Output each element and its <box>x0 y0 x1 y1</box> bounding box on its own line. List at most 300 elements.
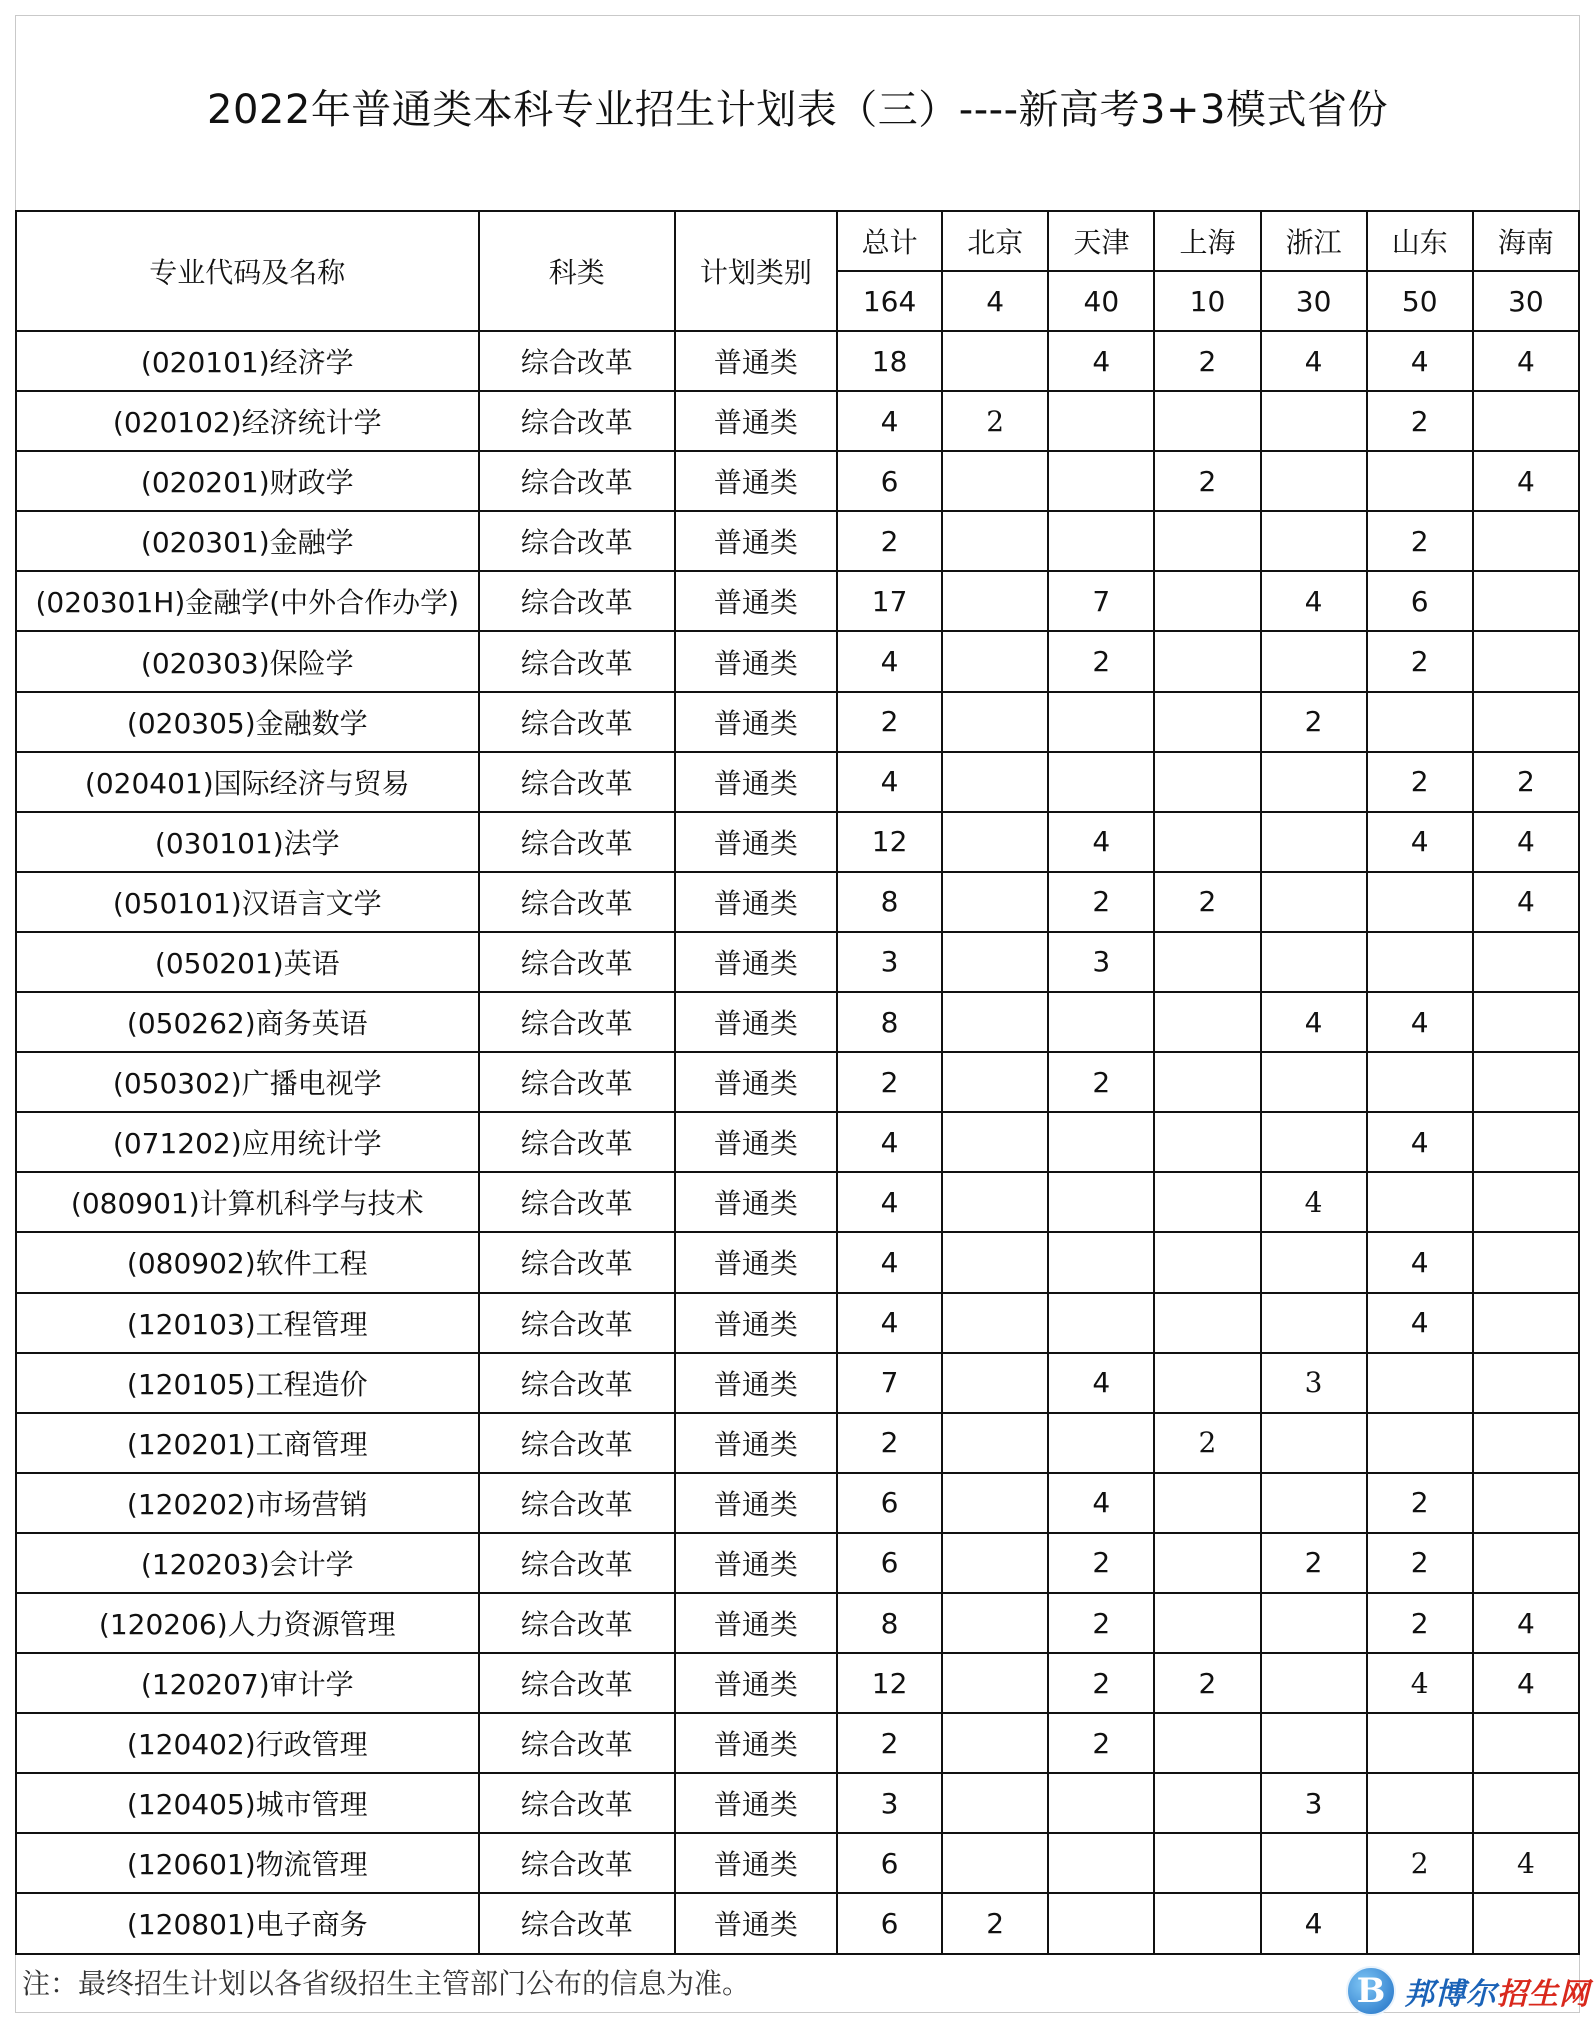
subject-cell: 综合改革 <box>479 1473 675 1533</box>
plan-type-cell: 普通类 <box>675 631 837 691</box>
major-cell: (020201)财政学 <box>16 451 479 511</box>
province-count-cell <box>1473 1473 1579 1533</box>
subject-cell: 综合改革 <box>479 451 675 511</box>
province-count-cell: 2 <box>1048 631 1154 691</box>
major-cell: (120801)电子商务 <box>16 1893 479 1953</box>
province-count-cell <box>1048 1112 1154 1172</box>
province-count-cell <box>1367 692 1473 752</box>
total-cell: 6 <box>837 1473 942 1533</box>
province-count-cell: 3 <box>1261 1353 1367 1413</box>
table-row <box>16 1713 1579 1773</box>
province-count-cell: 4 <box>1473 1653 1579 1713</box>
province-count-cell <box>942 1773 1048 1833</box>
subject-cell: 综合改革 <box>479 1773 675 1833</box>
province-count-cell: 4 <box>1367 1112 1473 1172</box>
province-count-cell <box>1473 631 1579 691</box>
province-count-cell <box>1154 631 1260 691</box>
province-count-cell: 4 <box>1473 872 1579 932</box>
province-count-cell <box>1154 1593 1260 1653</box>
province-count-cell: 2 <box>1367 752 1473 812</box>
logo-text-blue: 邦博尔 <box>1404 1977 1497 2012</box>
table-row <box>16 331 1579 391</box>
table-row <box>16 932 1579 992</box>
subject-cell: 综合改革 <box>479 391 675 451</box>
plan-type-cell: 普通类 <box>675 872 837 932</box>
subject-cell: 综合改革 <box>479 752 675 812</box>
major-cell: (120206)人力资源管理 <box>16 1593 479 1653</box>
major-cell: (120402)行政管理 <box>16 1713 479 1773</box>
table-row <box>16 1353 1579 1413</box>
province-count-cell: 2 <box>1048 1653 1154 1713</box>
total-cell: 2 <box>837 1052 942 1112</box>
total-cell: 4 <box>837 1172 942 1232</box>
province-count-cell: 2 <box>1261 1533 1367 1593</box>
province-count-cell: 2 <box>1154 1653 1260 1713</box>
province-count-cell: 4 <box>1261 1893 1367 1953</box>
total-cell: 3 <box>837 1773 942 1833</box>
province-count-cell <box>1048 1293 1154 1353</box>
header-province: 北京 <box>942 211 1048 271</box>
total-cell: 8 <box>837 872 942 932</box>
subject-cell: 综合改革 <box>479 1172 675 1232</box>
province-count-cell <box>1473 1172 1579 1232</box>
plan-type-cell: 普通类 <box>675 1533 837 1593</box>
plan-type-cell: 普通类 <box>675 812 837 872</box>
province-count-cell <box>942 631 1048 691</box>
total-cell: 2 <box>837 511 942 571</box>
major-cell: (050101)汉语言文学 <box>16 872 479 932</box>
logo-text-red: 招生网 <box>1497 1977 1590 2012</box>
province-count-cell: 2 <box>1367 1593 1473 1653</box>
plan-type-cell: 普通类 <box>675 1593 837 1653</box>
province-count-cell <box>1367 1353 1473 1413</box>
plan-type-cell: 普通类 <box>675 1172 837 1232</box>
province-count-cell <box>1154 1112 1260 1172</box>
province-count-cell: 2 <box>1154 451 1260 511</box>
province-count-cell <box>1261 451 1367 511</box>
province-count-cell: 2 <box>1154 331 1260 391</box>
province-count-cell <box>1473 1112 1579 1172</box>
province-count-cell <box>1048 692 1154 752</box>
province-count-cell <box>1261 1713 1367 1773</box>
plan-type-cell: 普通类 <box>675 391 837 451</box>
province-count-cell <box>1154 1232 1260 1292</box>
table-row <box>16 451 1579 511</box>
province-count-cell: 4 <box>1367 1653 1473 1713</box>
header-province: 海南 <box>1473 211 1579 271</box>
total-cell: 4 <box>837 1232 942 1292</box>
header-province: 浙江 <box>1261 211 1367 271</box>
major-cell: (080901)计算机科学与技术 <box>16 1172 479 1232</box>
province-count-cell: 4 <box>1261 571 1367 631</box>
province-count-cell: 2 <box>1367 1533 1473 1593</box>
major-cell: (080902)软件工程 <box>16 1232 479 1292</box>
province-count-cell <box>1473 1293 1579 1353</box>
total-cell: 4 <box>837 391 942 451</box>
province-count-cell <box>942 1713 1048 1773</box>
province-count-cell <box>1473 692 1579 752</box>
province-count-cell: 2 <box>1048 1052 1154 1112</box>
province-count-cell: 2 <box>1261 692 1367 752</box>
header-major: 专业代码及名称 <box>16 211 479 331</box>
subject-cell: 综合改革 <box>479 1533 675 1593</box>
logo-text <box>1404 1969 1590 2013</box>
province-count-cell <box>1473 511 1579 571</box>
province-count-cell: 2 <box>1154 1413 1260 1473</box>
subject-cell: 综合改革 <box>479 1232 675 1292</box>
province-count-cell <box>942 1172 1048 1232</box>
table-row <box>16 391 1579 451</box>
header-subject: 科类 <box>479 211 675 331</box>
province-count-cell: 4 <box>1367 1293 1473 1353</box>
major-cell: (120207)审计学 <box>16 1653 479 1713</box>
province-count-cell: 4 <box>1473 1593 1579 1653</box>
province-count-cell <box>942 1353 1048 1413</box>
major-cell: (120201)工商管理 <box>16 1413 479 1473</box>
province-count-cell: 4 <box>1367 1232 1473 1292</box>
province-count-cell <box>1154 692 1260 752</box>
province-count-cell <box>942 752 1048 812</box>
major-cell: (120105)工程造价 <box>16 1353 479 1413</box>
province-total: 30 <box>1473 271 1579 331</box>
province-count-cell <box>1473 932 1579 992</box>
province-count-cell <box>1048 1172 1154 1232</box>
plan-type-cell: 普通类 <box>675 932 837 992</box>
table-row <box>16 1473 1579 1533</box>
table-row <box>16 1653 1579 1713</box>
total-value: 164 <box>837 271 942 331</box>
province-count-cell: 4 <box>1261 1172 1367 1232</box>
province-count-cell <box>1261 872 1367 932</box>
header-province: 天津 <box>1048 211 1154 271</box>
plan-type-cell: 普通类 <box>675 1653 837 1713</box>
plan-type-cell: 普通类 <box>675 451 837 511</box>
province-count-cell <box>1154 1473 1260 1533</box>
province-count-cell <box>1154 752 1260 812</box>
plan-type-cell: 普通类 <box>675 331 837 391</box>
province-count-cell <box>1154 571 1260 631</box>
subject-cell: 综合改革 <box>479 1713 675 1773</box>
province-count-cell <box>1154 812 1260 872</box>
province-total: 10 <box>1154 271 1260 331</box>
subject-cell: 综合改革 <box>479 1413 675 1473</box>
province-count-cell <box>942 1653 1048 1713</box>
province-count-cell <box>1473 1413 1579 1473</box>
province-count-cell: 2 <box>1367 391 1473 451</box>
total-cell: 3 <box>837 932 942 992</box>
major-cell: (020102)经济统计学 <box>16 391 479 451</box>
province-count-cell <box>942 451 1048 511</box>
total-cell: 17 <box>837 571 942 631</box>
province-count-cell: 4 <box>1048 331 1154 391</box>
province-count-cell <box>1261 1413 1367 1473</box>
province-count-cell <box>942 1593 1048 1653</box>
major-cell: (020305)金融数学 <box>16 692 479 752</box>
province-count-cell <box>1261 511 1367 571</box>
table-row <box>16 511 1579 571</box>
logo-b-icon: B <box>1346 1966 1396 2016</box>
province-count-cell <box>1473 1893 1579 1953</box>
province-count-cell <box>1261 1473 1367 1533</box>
province-count-cell: 4 <box>1261 992 1367 1052</box>
province-count-cell <box>1261 752 1367 812</box>
table-row <box>16 1293 1579 1353</box>
province-count-cell <box>1473 1052 1579 1112</box>
major-cell: (120203)会计学 <box>16 1533 479 1593</box>
province-count-cell <box>942 932 1048 992</box>
enrollment-plan-table <box>15 210 1580 1955</box>
total-cell: 8 <box>837 992 942 1052</box>
province-count-cell <box>1473 391 1579 451</box>
plan-type-cell: 普通类 <box>675 1353 837 1413</box>
total-cell: 6 <box>837 1833 942 1893</box>
subject-cell: 综合改革 <box>479 812 675 872</box>
major-cell: (020301)金融学 <box>16 511 479 571</box>
province-count-cell <box>1261 1833 1367 1893</box>
province-count-cell <box>942 1232 1048 1292</box>
subject-cell: 综合改革 <box>479 1653 675 1713</box>
total-cell: 7 <box>837 1353 942 1413</box>
table-row <box>16 752 1579 812</box>
province-count-cell <box>942 1413 1048 1473</box>
major-cell: (050262)商务英语 <box>16 992 479 1052</box>
province-count-cell <box>1473 1232 1579 1292</box>
province-count-cell <box>1473 1713 1579 1773</box>
subject-cell: 综合改革 <box>479 631 675 691</box>
major-cell: (120601)物流管理 <box>16 1833 479 1893</box>
province-count-cell <box>1154 1833 1260 1893</box>
subject-cell: 综合改革 <box>479 872 675 932</box>
province-count-cell: 4 <box>1367 331 1473 391</box>
province-count-cell: 4 <box>1048 1473 1154 1533</box>
province-count-cell <box>1367 1052 1473 1112</box>
province-count-cell: 4 <box>1473 451 1579 511</box>
province-count-cell <box>1048 391 1154 451</box>
province-count-cell <box>942 1473 1048 1533</box>
total-cell: 4 <box>837 752 942 812</box>
province-count-cell <box>942 1052 1048 1112</box>
header-total: 总计 <box>837 211 942 271</box>
plan-type-cell: 普通类 <box>675 1112 837 1172</box>
total-cell: 12 <box>837 812 942 872</box>
total-cell: 6 <box>837 1893 942 1953</box>
province-count-cell <box>942 1833 1048 1893</box>
province-count-cell <box>1261 1653 1367 1713</box>
total-cell: 6 <box>837 1533 942 1593</box>
total-cell: 2 <box>837 1713 942 1773</box>
subject-cell: 综合改革 <box>479 692 675 752</box>
total-cell: 4 <box>837 1293 942 1353</box>
province-count-cell: 2 <box>1367 1473 1473 1533</box>
province-count-cell <box>1367 451 1473 511</box>
plan-type-cell: 普通类 <box>675 571 837 631</box>
header-province: 上海 <box>1154 211 1260 271</box>
province-count-cell <box>1367 1773 1473 1833</box>
province-count-cell <box>1473 1533 1579 1593</box>
province-count-cell <box>942 1293 1048 1353</box>
province-count-cell: 2 <box>942 1893 1048 1953</box>
subject-cell: 综合改革 <box>479 571 675 631</box>
province-count-cell <box>942 692 1048 752</box>
plan-type-cell: 普通类 <box>675 1473 837 1533</box>
province-count-cell: 4 <box>1473 812 1579 872</box>
province-count-cell <box>1261 1232 1367 1292</box>
major-cell: (120202)市场营销 <box>16 1473 479 1533</box>
province-count-cell: 4 <box>1261 331 1367 391</box>
province-count-cell <box>1154 1172 1260 1232</box>
province-count-cell <box>1367 932 1473 992</box>
site-logo[interactable] <box>1346 1966 1590 2016</box>
table-row <box>16 631 1579 691</box>
province-count-cell <box>1367 1413 1473 1473</box>
province-count-cell <box>1154 932 1260 992</box>
table-row <box>16 1172 1579 1232</box>
province-count-cell: 2 <box>1048 1533 1154 1593</box>
province-count-cell <box>942 872 1048 932</box>
province-total: 30 <box>1261 271 1367 331</box>
province-count-cell: 4 <box>1367 812 1473 872</box>
province-count-cell: 2 <box>1473 752 1579 812</box>
total-cell: 4 <box>837 631 942 691</box>
table-row <box>16 812 1579 872</box>
province-count-cell: 7 <box>1048 571 1154 631</box>
province-count-cell <box>1154 1353 1260 1413</box>
province-count-cell <box>1473 992 1579 1052</box>
province-count-cell <box>942 1533 1048 1593</box>
major-cell: (120405)城市管理 <box>16 1773 479 1833</box>
major-cell: (120103)工程管理 <box>16 1293 479 1353</box>
plan-type-cell: 普通类 <box>675 752 837 812</box>
province-count-cell <box>1048 752 1154 812</box>
province-count-cell <box>1473 571 1579 631</box>
province-count-cell: 2 <box>1367 511 1473 571</box>
table-row <box>16 1232 1579 1292</box>
province-count-cell <box>1048 1232 1154 1292</box>
province-count-cell <box>1261 1052 1367 1112</box>
province-count-cell <box>1473 1773 1579 1833</box>
province-count-cell <box>1154 1052 1260 1112</box>
subject-cell: 综合改革 <box>479 1593 675 1653</box>
province-count-cell <box>1261 391 1367 451</box>
province-count-cell <box>1154 1533 1260 1593</box>
header-province: 山东 <box>1367 211 1473 271</box>
province-count-cell <box>1154 1713 1260 1773</box>
province-count-cell <box>942 1112 1048 1172</box>
province-count-cell <box>1261 1112 1367 1172</box>
major-cell: (020303)保险学 <box>16 631 479 691</box>
subject-cell: 综合改革 <box>479 1293 675 1353</box>
province-count-cell <box>1154 1773 1260 1833</box>
province-count-cell <box>1048 451 1154 511</box>
plan-type-cell: 普通类 <box>675 1773 837 1833</box>
province-count-cell <box>1367 1172 1473 1232</box>
plan-type-cell: 普通类 <box>675 1232 837 1292</box>
province-count-cell: 4 <box>1048 1353 1154 1413</box>
table-row <box>16 1893 1579 1953</box>
table-row <box>16 571 1579 631</box>
province-count-cell <box>1261 631 1367 691</box>
table-row <box>16 1593 1579 1653</box>
province-count-cell <box>1154 391 1260 451</box>
subject-cell: 综合改革 <box>479 1893 675 1953</box>
subject-cell: 综合改革 <box>479 1353 675 1413</box>
subject-cell: 综合改革 <box>479 331 675 391</box>
province-count-cell <box>1154 1893 1260 1953</box>
major-cell: (050201)英语 <box>16 932 479 992</box>
plan-type-cell: 普通类 <box>675 692 837 752</box>
plan-type-cell: 普通类 <box>675 1293 837 1353</box>
total-cell: 6 <box>837 451 942 511</box>
plan-type-cell: 普通类 <box>675 1052 837 1112</box>
table-row <box>16 692 1579 752</box>
province-count-cell <box>942 812 1048 872</box>
total-cell: 4 <box>837 1112 942 1172</box>
major-cell: (030101)法学 <box>16 812 479 872</box>
total-cell: 2 <box>837 1413 942 1473</box>
province-count-cell: 2 <box>1154 872 1260 932</box>
province-count-cell <box>1367 1893 1473 1953</box>
province-count-cell <box>1261 812 1367 872</box>
province-total: 4 <box>942 271 1048 331</box>
plan-type-cell: 普通类 <box>675 1713 837 1773</box>
table-row <box>16 1833 1579 1893</box>
plan-type-cell: 普通类 <box>675 992 837 1052</box>
province-total: 50 <box>1367 271 1473 331</box>
major-cell: (071202)应用统计学 <box>16 1112 479 1172</box>
province-count-cell <box>1154 1293 1260 1353</box>
province-count-cell <box>1048 1413 1154 1473</box>
province-count-cell <box>1261 932 1367 992</box>
province-count-cell <box>1048 992 1154 1052</box>
total-cell: 2 <box>837 692 942 752</box>
subject-cell: 综合改革 <box>479 1052 675 1112</box>
province-total: 40 <box>1048 271 1154 331</box>
province-count-cell: 4 <box>1048 812 1154 872</box>
header-plan-type: 计划类别 <box>675 211 837 331</box>
table-row <box>16 872 1579 932</box>
province-count-cell: 2 <box>1048 1713 1154 1773</box>
province-count-cell <box>942 571 1048 631</box>
plan-type-cell: 普通类 <box>675 1413 837 1473</box>
subject-cell: 综合改革 <box>479 1833 675 1893</box>
footnote: 注：最终招生计划以各省级招生主管部门公布的信息为准。 <box>22 1967 751 2000</box>
province-count-cell: 2 <box>1367 631 1473 691</box>
province-count-cell <box>1048 1773 1154 1833</box>
province-count-cell <box>1367 1713 1473 1773</box>
major-cell: (020401)国际经济与贸易 <box>16 752 479 812</box>
province-count-cell <box>1154 511 1260 571</box>
subject-cell: 综合改革 <box>479 992 675 1052</box>
province-count-cell: 2 <box>942 391 1048 451</box>
subject-cell: 综合改革 <box>479 511 675 571</box>
total-cell: 12 <box>837 1653 942 1713</box>
plan-type-cell: 普通类 <box>675 1893 837 1953</box>
province-count-cell <box>1048 1833 1154 1893</box>
province-count-cell: 3 <box>1048 932 1154 992</box>
major-cell: (020101)经济学 <box>16 331 479 391</box>
province-count-cell: 4 <box>1473 331 1579 391</box>
province-count-cell <box>942 992 1048 1052</box>
subject-cell: 综合改革 <box>479 932 675 992</box>
province-count-cell: 2 <box>1367 1833 1473 1893</box>
total-cell: 8 <box>837 1593 942 1653</box>
province-count-cell <box>1473 1353 1579 1413</box>
province-count-cell: 4 <box>1367 992 1473 1052</box>
major-cell: (050302)广播电视学 <box>16 1052 479 1112</box>
table-row <box>16 1052 1579 1112</box>
table-row <box>16 1413 1579 1473</box>
table-row <box>16 1533 1579 1593</box>
